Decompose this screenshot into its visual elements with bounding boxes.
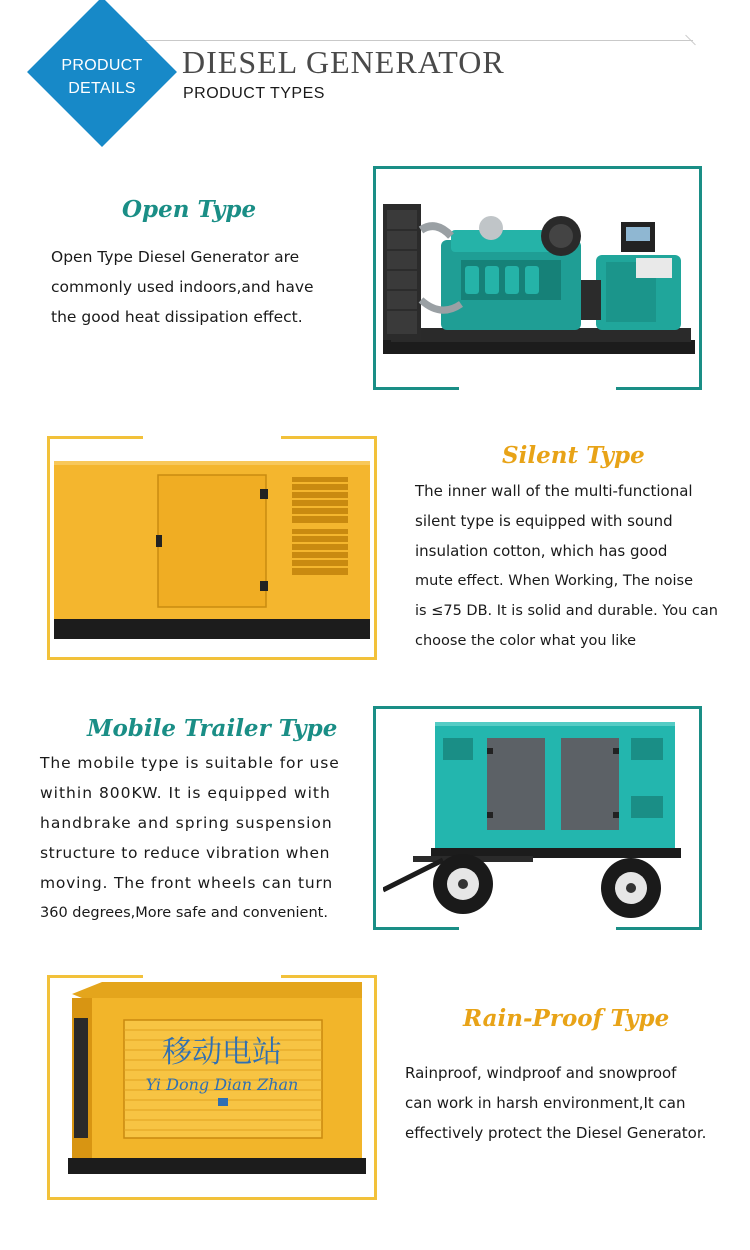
product-details-badge-label: PRODUCT DETAILS [61, 57, 143, 97]
open-type-title: Open Type [122, 196, 257, 223]
open-type-description: Open Type Diesel Generator are commonly used indoors,and have the good heat dissipation effect. [51, 248, 314, 326]
mobile-trailer-type-description: The mobile type is suitable for use within 800KW. It is equipped with handbrake and spring suspension structure to reduce vibration when moving. The front wheels can turn 360 degrees,More safe and convenient. [40, 754, 340, 921]
silent-type-description: The inner wall of the multi-functional silent type is equipped with sound insulation cotton, which has good mute effect. When Working, The noise is ≤75 DB. It is solid and durable. You can choose the color what you like [415, 482, 718, 649]
silent-type-title: Silent Type [502, 442, 645, 469]
header-divider [128, 40, 693, 41]
panel-chinese-text: 移动电站 [162, 1035, 282, 1070]
rain-proof-type-title: Rain-Proof Type [463, 1005, 670, 1032]
silent-type-generator-image [54, 461, 370, 641]
page-subtitle: PRODUCT TYPES [183, 85, 325, 102]
rain-proof-type-description: Rainproof, windproof and snowproof can work in harsh environment,It can effectively protect the Diesel Generator. [405, 1064, 707, 1142]
page-title: DIESEL GENERATOR [182, 44, 505, 80]
panel-pinyin-text: Yi Dong Dian Zhan [145, 1075, 299, 1094]
open-type-generator-image [381, 200, 696, 360]
mobile-trailer-type-title: Mobile Trailer Type [87, 715, 338, 742]
mobile-trailer-generator-image [383, 712, 695, 922]
rain-proof-generator-image [62, 978, 370, 1178]
